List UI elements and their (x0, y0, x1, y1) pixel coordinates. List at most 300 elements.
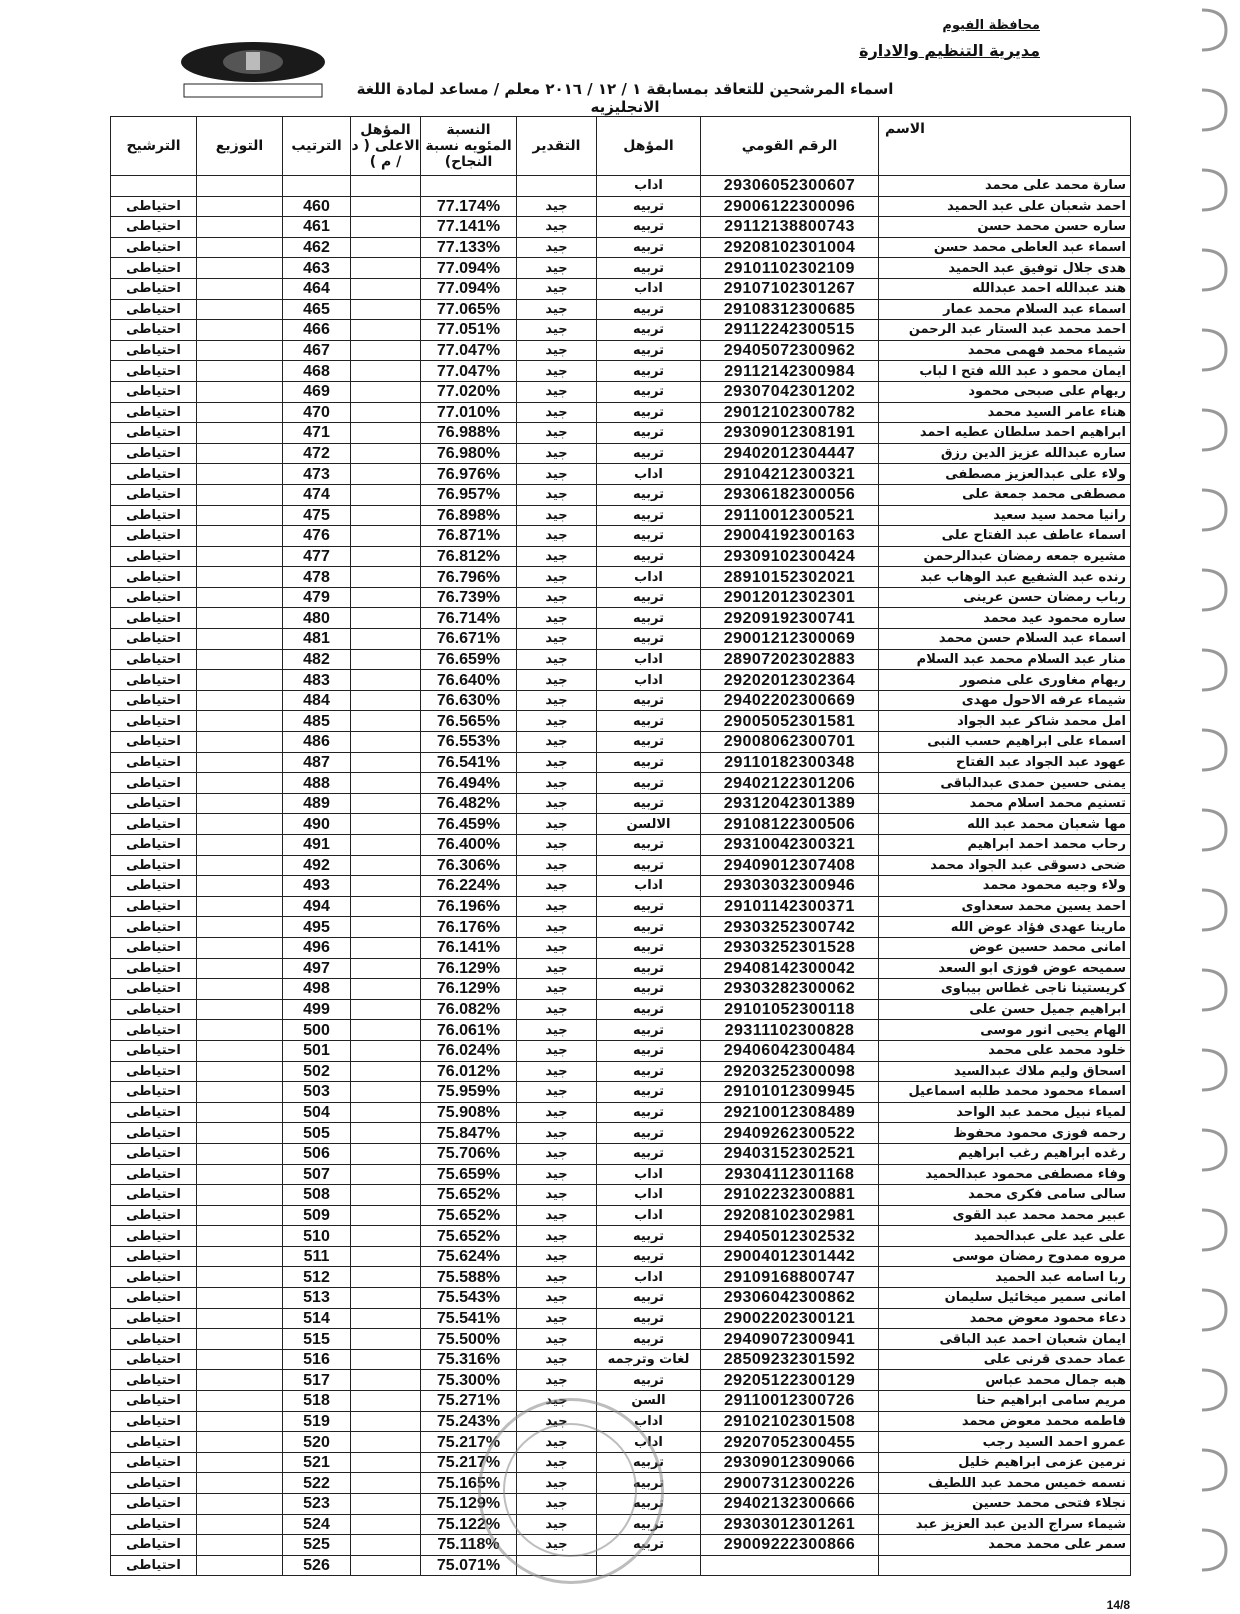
cell-qualification: الالسن (597, 814, 701, 835)
cell-rank: 508 (283, 1185, 351, 1206)
cell-nomination: احتياطى (111, 1102, 197, 1123)
cell-national-id: 28509232301592 (701, 1349, 879, 1370)
cell-national-id: 29405072300962 (701, 340, 879, 361)
table-row (111, 402, 1131, 423)
cell-distribution (197, 1535, 283, 1556)
cell-distribution (197, 1349, 283, 1370)
cell-percentage: 75.271% (421, 1391, 517, 1412)
cell-nomination: احتياطى (111, 196, 197, 217)
cell-percentage: 75.588% (421, 1267, 517, 1288)
cell-percentage: 77.020% (421, 381, 517, 402)
cell-higher-qual (351, 1514, 421, 1535)
cell-name: مها شعبان محمد عبد الله (879, 814, 1131, 835)
cell-national-id: 29402122301206 (701, 773, 879, 794)
cell-nomination: احتياطى (111, 505, 197, 526)
cell-percentage: 77.051% (421, 320, 517, 341)
cell-percentage: 75.500% (421, 1329, 517, 1350)
cell-national-id: 29402132300666 (701, 1494, 879, 1515)
cell-rank: 474 (283, 484, 351, 505)
cell-national-id: 29202012302364 (701, 670, 879, 691)
cell-grade: جيد (517, 1102, 597, 1123)
cell-grade: جيد (517, 835, 597, 856)
cell-qualification: تربيه (597, 546, 701, 567)
cell-distribution (197, 1452, 283, 1473)
cell-national-id: 29101052300118 (701, 999, 879, 1020)
cell-percentage: 75.165% (421, 1473, 517, 1494)
cell-distribution (197, 1143, 283, 1164)
cell-percentage: 75.122% (421, 1514, 517, 1535)
cell-nomination: احتياطى (111, 1205, 197, 1226)
cell-rank: 481 (283, 629, 351, 650)
cell-grade: جيد (517, 670, 597, 691)
cell-national-id: 29210012308489 (701, 1102, 879, 1123)
cell-national-id: 29205122300129 (701, 1370, 879, 1391)
cell-percentage: 75.541% (421, 1308, 517, 1329)
table-row (111, 1391, 1131, 1412)
cell-name: امل محمد شاكر عبد الجواد (879, 711, 1131, 732)
cell-grade: جيد (517, 361, 597, 382)
cell-grade: جيد (517, 1535, 597, 1556)
cell-higher-qual (351, 752, 421, 773)
table-row (111, 423, 1131, 444)
cell-name: عبير محمد محمد عبد القوى (879, 1205, 1131, 1226)
cell-distribution (197, 1308, 283, 1329)
cell-percentage: 76.957% (421, 484, 517, 505)
cell-higher-qual (351, 1143, 421, 1164)
cell-percentage: 75.959% (421, 1082, 517, 1103)
cell-national-id: 29303252300742 (701, 917, 879, 938)
cell-rank: 478 (283, 567, 351, 588)
cell-rank: 525 (283, 1535, 351, 1556)
cell-rank: 523 (283, 1494, 351, 1515)
cell-national-id: 29112138800743 (701, 217, 879, 238)
cell-rank: 472 (283, 443, 351, 464)
cell-name: رحمه فوزى محمود محفوظ (879, 1123, 1131, 1144)
table-row (111, 196, 1131, 217)
cell-grade: جيد (517, 732, 597, 753)
cell-percentage: 76.796% (421, 567, 517, 588)
cell-grade: جيد (517, 1205, 597, 1226)
cell-qualification: تربيه (597, 299, 701, 320)
cell-name: عماد حمدى قرنى على (879, 1349, 1131, 1370)
cell-rank: 473 (283, 464, 351, 485)
table-row (111, 1020, 1131, 1041)
cell-national-id: 29008062300701 (701, 732, 879, 753)
cell-distribution (197, 320, 283, 341)
cell-percentage: 76.459% (421, 814, 517, 835)
cell-percentage: 76.141% (421, 937, 517, 958)
table-row (111, 649, 1131, 670)
cell-percentage: 76.012% (421, 1061, 517, 1082)
directorate-logo (178, 40, 328, 98)
cell-distribution (197, 1102, 283, 1123)
cell-higher-qual (351, 1349, 421, 1370)
cell-percentage: 76.671% (421, 629, 517, 650)
cell-distribution (197, 999, 283, 1020)
cell-nomination: احتياطى (111, 876, 197, 897)
directorate-label: مديرية التنظيم والادارة (859, 41, 1040, 60)
cell-higher-qual (351, 587, 421, 608)
cell-qualification: اداب (597, 649, 701, 670)
cell-name: ابراهيم احمد سلطان عطيه احمد (879, 423, 1131, 444)
cell-rank: 465 (283, 299, 351, 320)
cell-percentage: 75.129% (421, 1494, 517, 1515)
cell-qualification: تربيه (597, 237, 701, 258)
cell-grade: جيد (517, 629, 597, 650)
cell-grade: جيد (517, 278, 597, 299)
cell-rank: 480 (283, 608, 351, 629)
cell-grade: جيد (517, 1040, 597, 1061)
col-header-distribution: التوزيع (197, 117, 283, 176)
table-row (111, 876, 1131, 897)
cell-nomination: احتياطى (111, 299, 197, 320)
cell-rank: 485 (283, 711, 351, 732)
cell-grade: جيد (517, 1246, 597, 1267)
cell-national-id: 29110182300348 (701, 752, 879, 773)
cell-nomination: احتياطى (111, 793, 197, 814)
cell-nomination: احتياطى (111, 752, 197, 773)
cell-name: اسماء عبد السلام محمد عمار (879, 299, 1131, 320)
cell-rank: 505 (283, 1123, 351, 1144)
cell-higher-qual (351, 1246, 421, 1267)
cell-rank: 514 (283, 1308, 351, 1329)
cell-higher-qual (351, 835, 421, 856)
cell-rank: 511 (283, 1246, 351, 1267)
cell-percentage: 76.812% (421, 546, 517, 567)
cell-grade: جيد (517, 958, 597, 979)
cell-name: رانيا محمد سيد سعيد (879, 505, 1131, 526)
cell-distribution (197, 1082, 283, 1103)
cell-name: امانى سمير ميخائيل سليمان (879, 1288, 1131, 1309)
cell-name: مريم سامى ابراهيم حنا (879, 1391, 1131, 1412)
cell-name: رباب رمضان حسن عرينى (879, 587, 1131, 608)
cell-rank: 510 (283, 1226, 351, 1247)
cell-rank: 515 (283, 1329, 351, 1350)
cell-national-id: 29108312300685 (701, 299, 879, 320)
cell-national-id: 29110012300726 (701, 1391, 879, 1412)
cell-rank: 517 (283, 1370, 351, 1391)
cell-higher-qual (351, 1164, 421, 1185)
cell-rank (283, 176, 351, 197)
cell-nomination: احتياطى (111, 1123, 197, 1144)
cell-grade: جيد (517, 320, 597, 341)
cell-name: ريهام مغاورى على منصور (879, 670, 1131, 691)
cell-distribution (197, 505, 283, 526)
cell-percentage: 75.071% (421, 1555, 517, 1576)
cell-grade: جيد (517, 546, 597, 567)
cell-qualification: اداب (597, 176, 701, 197)
cell-name: احمد يسين محمد سعداوى (879, 896, 1131, 917)
cell-higher-qual (351, 608, 421, 629)
cell-higher-qual (351, 1555, 421, 1576)
cell-qualification: تربيه (597, 979, 701, 1000)
cell-higher-qual (351, 1082, 421, 1103)
cell-national-id: 29012102300782 (701, 402, 879, 423)
cell-qualification: تربيه (597, 1143, 701, 1164)
cell-distribution (197, 1185, 283, 1206)
cell-qualification: تربيه (597, 217, 701, 238)
cell-distribution (197, 1370, 283, 1391)
cell-rank: 462 (283, 237, 351, 258)
cell-higher-qual (351, 937, 421, 958)
table-row (111, 937, 1131, 958)
cell-rank: 504 (283, 1102, 351, 1123)
cell-higher-qual (351, 896, 421, 917)
cell-nomination: احتياطى (111, 1288, 197, 1309)
cell-distribution (197, 237, 283, 258)
cell-higher-qual (351, 690, 421, 711)
table-row (111, 814, 1131, 835)
cell-qualification: تربيه (597, 526, 701, 547)
cell-national-id (701, 1555, 879, 1576)
cell-higher-qual (351, 1473, 421, 1494)
cell-percentage: 77.094% (421, 278, 517, 299)
cell-distribution (197, 690, 283, 711)
cell-qualification: تربيه (597, 1370, 701, 1391)
cell-name: ولاء وجيه محمود محمد (879, 876, 1131, 897)
cell-percentage: 77.141% (421, 217, 517, 238)
cell-rank: 477 (283, 546, 351, 567)
cell-percentage: 76.306% (421, 855, 517, 876)
cell-nomination: احتياطى (111, 917, 197, 938)
cell-nomination: احتياطى (111, 1185, 197, 1206)
cell-percentage: 76.129% (421, 958, 517, 979)
cell-percentage: 75.300% (421, 1370, 517, 1391)
cell-qualification: تربيه (597, 937, 701, 958)
table-row (111, 381, 1131, 402)
cell-grade: جيد (517, 505, 597, 526)
cell-name: تسنيم محمد اسلام محمد (879, 793, 1131, 814)
cell-higher-qual (351, 1226, 421, 1247)
cell-qualification: تربيه (597, 1082, 701, 1103)
cell-percentage: 75.243% (421, 1411, 517, 1432)
cell-qualification: اداب (597, 567, 701, 588)
cell-name: ريهام على صبحى محمود (879, 381, 1131, 402)
cell-rank: 503 (283, 1082, 351, 1103)
cell-nomination: احتياطى (111, 1329, 197, 1350)
cell-rank: 518 (283, 1391, 351, 1412)
cell-distribution (197, 546, 283, 567)
table-row (111, 340, 1131, 361)
cell-grade: جيد (517, 917, 597, 938)
cell-qualification: تربيه (597, 773, 701, 794)
cell-name: ابراهيم جميل حسن على (879, 999, 1131, 1020)
cell-distribution (197, 278, 283, 299)
cell-grade: جيد (517, 299, 597, 320)
cell-percentage: 77.047% (421, 340, 517, 361)
table-row (111, 773, 1131, 794)
cell-nomination: احتياطى (111, 1143, 197, 1164)
cell-national-id: 29108122300506 (701, 814, 879, 835)
col-header-higher-qual: المؤهل الاعلى ( د / م ) (351, 117, 421, 176)
cell-nomination: احتياطى (111, 258, 197, 279)
cell-higher-qual (351, 1123, 421, 1144)
cell-rank: 493 (283, 876, 351, 897)
cell-grade: جيد (517, 1226, 597, 1247)
cell-distribution (197, 752, 283, 773)
cell-grade: جيد (517, 1391, 597, 1412)
cell-name: رحاب محمد احمد ابراهيم (879, 835, 1131, 856)
cell-grade: جيد (517, 999, 597, 1020)
cell-higher-qual (351, 402, 421, 423)
cell-higher-qual (351, 855, 421, 876)
table-row (111, 484, 1131, 505)
cell-grade: جيد (517, 526, 597, 547)
cell-rank: 461 (283, 217, 351, 238)
cell-distribution (197, 1473, 283, 1494)
cell-rank: 466 (283, 320, 351, 341)
cell-qualification: تربيه (597, 629, 701, 650)
cell-grade: جيد (517, 1082, 597, 1103)
table-row (111, 1308, 1131, 1329)
cell-nomination: احتياطى (111, 567, 197, 588)
cell-percentage: 76.630% (421, 690, 517, 711)
cell-nomination: احتياطى (111, 587, 197, 608)
cell-name: وفاء مصطفى محمود عبدالحميد (879, 1164, 1131, 1185)
cell-distribution (197, 1267, 283, 1288)
cell-rank: 486 (283, 732, 351, 753)
cell-qualification: تربيه (597, 1020, 701, 1041)
cell-national-id: 29107102301267 (701, 278, 879, 299)
cell-national-id: 29101102302109 (701, 258, 879, 279)
cell-grade: جيد (517, 855, 597, 876)
cell-name: هدى جلال توفيق عبد الحميد (879, 258, 1131, 279)
cell-distribution (197, 423, 283, 444)
cell-higher-qual (351, 567, 421, 588)
cell-name (879, 1555, 1131, 1576)
cell-distribution (197, 649, 283, 670)
cell-rank: 502 (283, 1061, 351, 1082)
cell-name: ربا اسامه عبد الحميد (879, 1267, 1131, 1288)
cell-percentage: 76.553% (421, 732, 517, 753)
cell-rank: 469 (283, 381, 351, 402)
cell-percentage: 75.543% (421, 1288, 517, 1309)
cell-national-id: 29104212300321 (701, 464, 879, 485)
cell-rank: 482 (283, 649, 351, 670)
cell-national-id: 29303282300062 (701, 979, 879, 1000)
cell-nomination: احتياطى (111, 629, 197, 650)
cell-grade: جيد (517, 1185, 597, 1206)
cell-national-id: 29309012309066 (701, 1452, 879, 1473)
cell-qualification: تربيه (597, 835, 701, 856)
cell-percentage: 76.129% (421, 979, 517, 1000)
table-row (111, 278, 1131, 299)
cell-national-id: 29004012301442 (701, 1246, 879, 1267)
table-row (111, 711, 1131, 732)
cell-distribution (197, 1040, 283, 1061)
cell-higher-qual (351, 1411, 421, 1432)
cell-higher-qual (351, 278, 421, 299)
cell-higher-qual (351, 299, 421, 320)
cell-national-id: 29409012307408 (701, 855, 879, 876)
table-row (111, 752, 1131, 773)
cell-percentage: 76.494% (421, 773, 517, 794)
cell-qualification: اداب (597, 1185, 701, 1206)
cell-percentage: 76.871% (421, 526, 517, 547)
cell-grade: جيد (517, 258, 597, 279)
table-row (111, 546, 1131, 567)
cell-nomination: احتياطى (111, 670, 197, 691)
cell-percentage: 75.652% (421, 1185, 517, 1206)
cell-qualification: تربيه (597, 1246, 701, 1267)
cell-higher-qual (351, 464, 421, 485)
cell-national-id: 29101142300371 (701, 896, 879, 917)
cell-nomination: احتياطى (111, 690, 197, 711)
cell-rank: 497 (283, 958, 351, 979)
table-row (111, 464, 1131, 485)
cell-national-id: 29102102301508 (701, 1411, 879, 1432)
cell-name: ايمان شعبان احمد عبد الباقى (879, 1329, 1131, 1350)
cell-percentage: 75.118% (421, 1535, 517, 1556)
cell-national-id: 29406042300484 (701, 1040, 879, 1061)
cell-higher-qual (351, 1020, 421, 1041)
col-header-name: الاسم (879, 117, 1131, 176)
cell-name: ضحى دسوقى عبد الجواد محمد (879, 855, 1131, 876)
cell-name: نرمين عزمى ابراهيم خليل (879, 1452, 1131, 1473)
cell-qualification: تربيه (597, 896, 701, 917)
cell-higher-qual (351, 217, 421, 238)
cell-grade: جيد (517, 773, 597, 794)
cell-distribution (197, 937, 283, 958)
cell-nomination: احتياطى (111, 1514, 197, 1535)
cell-national-id: 29004192300163 (701, 526, 879, 547)
cell-rank: 507 (283, 1164, 351, 1185)
cell-higher-qual (351, 258, 421, 279)
cell-percentage: 76.659% (421, 649, 517, 670)
cell-percentage: 76.482% (421, 793, 517, 814)
cell-qualification: تربيه (597, 999, 701, 1020)
cell-higher-qual (351, 979, 421, 1000)
cell-nomination: احتياطى (111, 1411, 197, 1432)
cell-name: خلود محمد على محمد (879, 1040, 1131, 1061)
cell-higher-qual (351, 443, 421, 464)
cell-grade: جيد (517, 196, 597, 217)
cell-grade: جيد (517, 1020, 597, 1041)
table-row (111, 299, 1131, 320)
cell-distribution (197, 217, 283, 238)
cell-grade: جيد (517, 587, 597, 608)
cell-nomination: احتياطى (111, 855, 197, 876)
table-row (111, 1288, 1131, 1309)
table-row (111, 670, 1131, 691)
table-row (111, 855, 1131, 876)
cell-name: مشيره جمعه رمضان عبدالرحمن (879, 546, 1131, 567)
cell-national-id: 29007312300226 (701, 1473, 879, 1494)
cell-national-id: 29409072300941 (701, 1329, 879, 1350)
cell-qualification: تربيه (597, 608, 701, 629)
cell-qualification: تربيه (597, 917, 701, 938)
cell-rank: 524 (283, 1514, 351, 1535)
cell-name: شيماء عرفه الاحول مهدى (879, 690, 1131, 711)
cell-percentage: 75.908% (421, 1102, 517, 1123)
cell-percentage: 77.010% (421, 402, 517, 423)
cell-nomination: احتياطى (111, 443, 197, 464)
cell-nomination: احتياطى (111, 464, 197, 485)
cell-nomination: احتياطى (111, 896, 197, 917)
cell-percentage: 76.640% (421, 670, 517, 691)
table-row (111, 835, 1131, 856)
cell-rank: 489 (283, 793, 351, 814)
cell-distribution (197, 814, 283, 835)
cell-qualification: تربيه (597, 855, 701, 876)
cell-rank: 520 (283, 1432, 351, 1453)
cell-distribution (197, 340, 283, 361)
cell-grade: جيد (517, 649, 597, 670)
cell-qualification: تربيه (597, 1514, 701, 1535)
cell-name: مارينا عهدى فؤاد عوض الله (879, 917, 1131, 938)
cell-higher-qual (351, 1061, 421, 1082)
cell-grade: جيد (517, 937, 597, 958)
